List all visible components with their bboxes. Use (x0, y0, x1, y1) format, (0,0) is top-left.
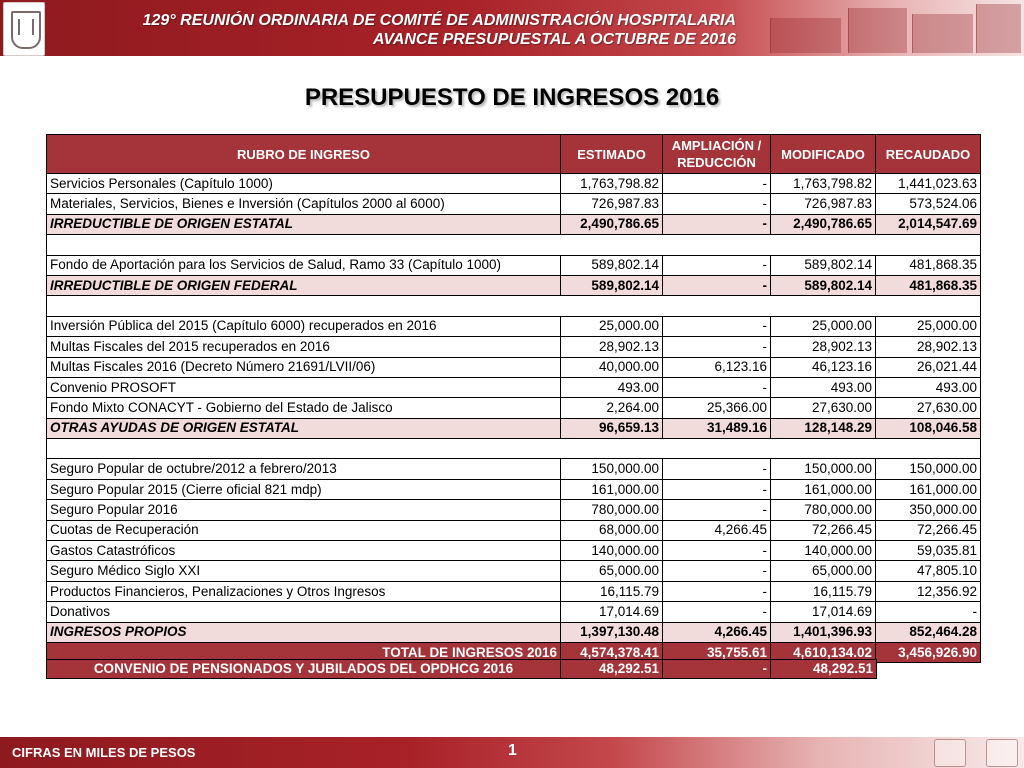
row-label: OTRAS AYUDAS DE ORIGEN ESTATAL (47, 418, 561, 438)
page-title: PRESUPUESTO DE INGRESOS 2016 (304, 84, 720, 111)
cell-estimado: 4,574,378.41 (561, 642, 663, 662)
table-row (47, 174, 981, 194)
cell-estimado: 493.00 (561, 377, 663, 397)
spacer-cell (47, 439, 981, 459)
budget-table (46, 134, 981, 663)
subtotal-row (47, 214, 981, 234)
header-line-2: AVANCE PRESUPUESTAL A OCTUBRE DE 2016 (372, 31, 736, 48)
table-row (47, 377, 981, 397)
cell-recaudado: 150,000.00 (876, 459, 981, 479)
spacer-cell (47, 296, 981, 316)
cell-recaudado: 59,035.81 (876, 541, 981, 561)
col-header-estimado: ESTIMADO (561, 135, 663, 174)
cell-ampliacion: - (663, 581, 771, 601)
row-label: Multas Fiscales 2016 (Decreto Número 21691/LVII/06) (47, 357, 561, 377)
row-label: Gastos Catastróficos (47, 541, 561, 561)
row-label: IRREDUCTIBLE DE ORIGEN ESTATAL (47, 214, 561, 234)
cell-recaudado: 161,000.00 (876, 479, 981, 499)
cell-ampliacion: - (663, 500, 771, 520)
row-label: Multas Fiscales del 2015 recuperados en 2016 (47, 337, 561, 357)
footer-note: CIFRAS EN MILES DE PESOS (12, 745, 196, 760)
cell-ampliacion: - (663, 174, 771, 194)
cell-recaudado: 2,014,547.69 (876, 214, 981, 234)
cell-recaudado: 481,868.35 (876, 275, 981, 295)
table-row (47, 500, 981, 520)
cell-ampliacion: - (663, 459, 771, 479)
col-header-recaudado: RECAUDADO (876, 135, 981, 174)
cell-ampliacion: - (663, 479, 771, 499)
spacer-cell (47, 235, 981, 255)
row-label: Fondo Mixto CONACYT - Gobierno del Estado de Jalisco (47, 398, 561, 418)
cell-recaudado: - (876, 602, 981, 622)
cell-ampliacion: - (663, 541, 771, 561)
cell-modificado: 72,266.45 (771, 520, 876, 540)
cell-estimado: 589,802.14 (561, 255, 663, 275)
row-label: Servicios Personales (Capítulo 1000) (47, 174, 561, 194)
hospital-emblem-icon (934, 739, 966, 767)
cell-estimado: 25,000.00 (561, 316, 663, 336)
cell-ampliacion: - (663, 377, 771, 397)
cell-modificado: 2,490,786.65 (771, 214, 876, 234)
table-row (47, 255, 981, 275)
subtotal-row (47, 622, 981, 642)
header-banner (0, 0, 1024, 56)
cell-recaudado: 72,266.45 (876, 520, 981, 540)
table-row (47, 602, 981, 622)
cell-recaudado: 12,356.92 (876, 581, 981, 601)
cell-ampliacion: - (663, 275, 771, 295)
table-row (47, 479, 981, 499)
building-image-1 (770, 18, 841, 53)
cell-ampliacion: 31,489.16 (663, 418, 771, 438)
convenio-row (47, 660, 877, 679)
cell-estimado: 589,802.14 (561, 275, 663, 295)
cell-recaudado: 108,046.58 (876, 418, 981, 438)
table-row (47, 316, 981, 336)
cell-ampliacion: - (663, 337, 771, 357)
table-row (47, 541, 981, 561)
spacer-row (47, 439, 981, 459)
subtotal-row (47, 418, 981, 438)
table-row (47, 581, 981, 601)
row-label: Convenio PROSOFT (47, 377, 561, 397)
building-image-2 (848, 8, 907, 53)
cell-ampliacion: - (663, 316, 771, 336)
table-row (47, 337, 981, 357)
building-image-3 (912, 14, 973, 53)
table-row (47, 357, 981, 377)
cell-estimado: 140,000.00 (561, 541, 663, 561)
cell-modificado: 140,000.00 (771, 541, 876, 561)
table-header-row (47, 135, 981, 174)
cell-modificado: 1,401,396.93 (771, 622, 876, 642)
table-row (47, 459, 981, 479)
cell-modificado: 589,802.14 (771, 275, 876, 295)
cell-ampliacion: - (663, 194, 771, 214)
cell-estimado: 150,000.00 (561, 459, 663, 479)
cell-modificado: 589,802.14 (771, 255, 876, 275)
budget-table-body (47, 174, 981, 663)
cell-ampliacion: 35,755.61 (663, 642, 771, 662)
cell-recaudado: 481,868.35 (876, 255, 981, 275)
convenio-label: CONVENIO DE PENSIONADOS Y JUBILADOS DEL OPDHCG 2016 (47, 660, 561, 679)
cell-recaudado: 3,456,926.90 (876, 642, 981, 662)
cell-recaudado: 27,630.00 (876, 398, 981, 418)
cell-modificado: 65,000.00 (771, 561, 876, 581)
convenio-modificado: 48,292.51 (771, 660, 877, 679)
cell-modificado: 46,123.16 (771, 357, 876, 377)
cell-ampliacion: 4,266.45 (663, 520, 771, 540)
cell-modificado: 1,763,798.82 (771, 174, 876, 194)
table-row (47, 520, 981, 540)
spacer-row (47, 296, 981, 316)
convenio-ampliacion: - (663, 660, 771, 679)
cell-modificado: 161,000.00 (771, 479, 876, 499)
cell-ampliacion: - (663, 561, 771, 581)
col-header-modificado: MODIFICADO (771, 135, 876, 174)
cell-estimado: 1,763,798.82 (561, 174, 663, 194)
cell-modificado: 27,630.00 (771, 398, 876, 418)
row-label: Productos Financieros, Penalizaciones y Otros Ingresos (47, 581, 561, 601)
cell-estimado: 16,115.79 (561, 581, 663, 601)
cell-modificado: 17,014.69 (771, 602, 876, 622)
cell-recaudado: 47,805.10 (876, 561, 981, 581)
row-label: Seguro Médico Siglo XXI (47, 561, 561, 581)
cell-modificado: 150,000.00 (771, 459, 876, 479)
cell-estimado: 17,014.69 (561, 602, 663, 622)
header-title (143, 11, 736, 49)
row-label: Seguro Popular de octubre/2012 a febrero/2013 (47, 459, 561, 479)
spacer-row (47, 235, 981, 255)
cell-modificado: 780,000.00 (771, 500, 876, 520)
row-label: INGRESOS PROPIOS (47, 622, 561, 642)
cell-recaudado: 25,000.00 (876, 316, 981, 336)
convenio-table (46, 659, 877, 679)
cell-ampliacion: 25,366.00 (663, 398, 771, 418)
cell-ampliacion: 4,266.45 (663, 622, 771, 642)
table-row (47, 398, 981, 418)
hospital-crest-icon (3, 2, 45, 56)
cell-estimado: 1,397,130.48 (561, 622, 663, 642)
cell-recaudado: 26,021.44 (876, 357, 981, 377)
cell-modificado: 16,115.79 (771, 581, 876, 601)
cell-estimado: 65,000.00 (561, 561, 663, 581)
cell-estimado: 2,490,786.65 (561, 214, 663, 234)
cell-estimado: 161,000.00 (561, 479, 663, 499)
cell-modificado: 493.00 (771, 377, 876, 397)
row-label: Fondo de Aportación para los Servicios de Salud, Ramo 33 (Capítulo 1000) (47, 255, 561, 275)
row-label: Inversión Pública del 2015 (Capítulo 6000) recuperados en 2016 (47, 316, 561, 336)
col-header-rubro: RUBRO DE INGRESO (47, 135, 561, 174)
page-number: 1 (508, 742, 517, 759)
row-label: Seguro Popular 2016 (47, 500, 561, 520)
cell-modificado: 128,148.29 (771, 418, 876, 438)
footer-banner (0, 737, 1024, 768)
row-label: Seguro Popular 2015 (Cierre oficial 821 mdp) (47, 479, 561, 499)
cell-estimado: 68,000.00 (561, 520, 663, 540)
cell-estimado: 2,264.00 (561, 398, 663, 418)
table-row (47, 194, 981, 214)
row-label: IRREDUCTIBLE DE ORIGEN FEDERAL (47, 275, 561, 295)
cell-estimado: 96,659.13 (561, 418, 663, 438)
cell-estimado: 28,902.13 (561, 337, 663, 357)
cell-modificado: 4,610,134.02 (771, 642, 876, 662)
cell-recaudado: 350,000.00 (876, 500, 981, 520)
subtotal-row (47, 275, 981, 295)
header-line-1: 129° REUNIÓN ORDINARIA DE COMITÉ DE ADMINISTRACIÓN HOSPITALARIA (142, 12, 736, 29)
cell-modificado: 28,902.13 (771, 337, 876, 357)
col-header-ampliacion: AMPLIACIÓN / REDUCCIÓN (663, 135, 771, 174)
row-label: Materiales, Servicios, Bienes e Inversión (Capítulos 2000 al 6000) (47, 194, 561, 214)
row-label: Cuotas de Recuperación (47, 520, 561, 540)
cell-estimado: 726,987.83 (561, 194, 663, 214)
cell-recaudado: 1,441,023.63 (876, 174, 981, 194)
building-image-4 (976, 4, 1021, 53)
cell-ampliacion: - (663, 214, 771, 234)
row-label: Donativos (47, 602, 561, 622)
cell-estimado: 40,000.00 (561, 357, 663, 377)
row-label: TOTAL DE INGRESOS 2016 (47, 642, 561, 662)
cell-ampliacion: - (663, 602, 771, 622)
cell-ampliacion: - (663, 255, 771, 275)
cell-recaudado: 493.00 (876, 377, 981, 397)
cell-estimado: 780,000.00 (561, 500, 663, 520)
cell-ampliacion: 6,123.16 (663, 357, 771, 377)
cell-recaudado: 573,524.06 (876, 194, 981, 214)
table-row (47, 561, 981, 581)
cell-recaudado: 28,902.13 (876, 337, 981, 357)
cell-modificado: 25,000.00 (771, 316, 876, 336)
cell-recaudado: 852,464.28 (876, 622, 981, 642)
crest-emblem-icon (986, 739, 1018, 767)
cell-modificado: 726,987.83 (771, 194, 876, 214)
convenio-estimado: 48,292.51 (561, 660, 663, 679)
